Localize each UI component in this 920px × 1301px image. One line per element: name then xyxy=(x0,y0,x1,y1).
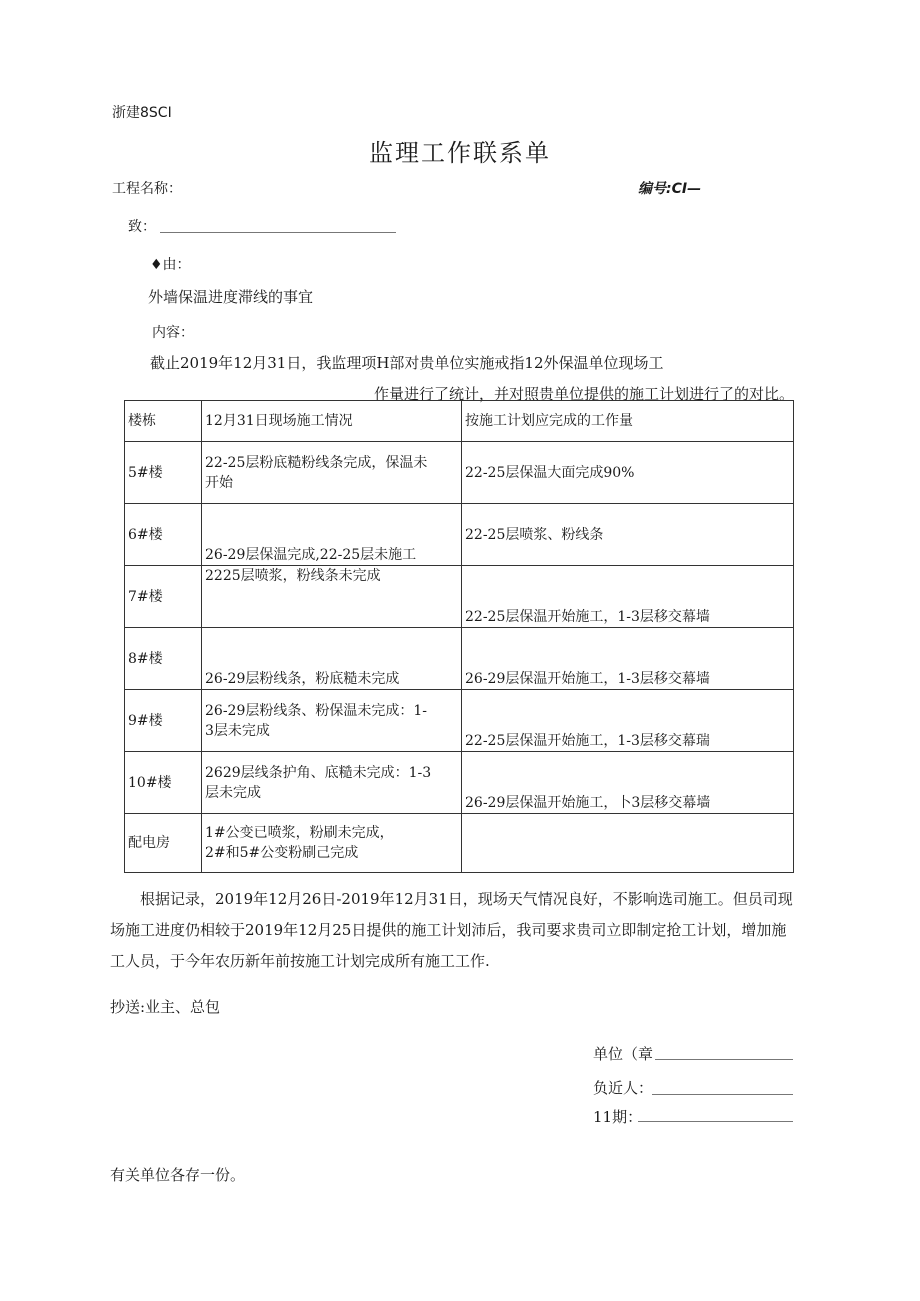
building-cell: 配电房 xyxy=(125,814,202,873)
document-number-label: 编号:CI— xyxy=(638,181,702,197)
responsible-person-line xyxy=(652,1094,793,1095)
table-row xyxy=(125,752,794,814)
planned-work-cell: 26-29层保温开始施工，卜3层移交幕墙 xyxy=(462,752,794,814)
current-status-cell: 1#公变已喷浆，粉刷未完成， 2#和5#公变粉刷己完成 xyxy=(202,814,462,873)
paragraph-1-line-1: 截止2019年12月31日，我监理项H部对贵单位实施戒指12外保温单位现场工 xyxy=(150,354,664,372)
subject-text: 外墙保温进度滞线的事宜 xyxy=(148,288,314,306)
page-title: 监理工作联系单 xyxy=(369,139,551,167)
paragraph-1-line-2: 作量进行了统计，并对照贵单位提供的施工计划进行了的对比。 xyxy=(374,385,795,403)
paragraph-2: 根据记录，2019年12月26日-2019年12月31日，现场天气情况良好，不影响选司施工。但员司现场施工进度仍相较于2019年12月25日提供的施工计划沛后，我司要求贵司立即制定抢工计划，增加施工人员，于今年农历新年前按施工计划完成所有施工工作. xyxy=(110,890,793,970)
building-cell: 8#楼 xyxy=(125,628,202,690)
building-cell: 5#楼 xyxy=(125,442,202,504)
reason-label: ♦由： xyxy=(150,257,191,273)
table-row xyxy=(125,504,794,566)
current-status-cell: 2225层喷浆，粉线条未完成 xyxy=(202,566,462,628)
table-row xyxy=(125,690,794,752)
table-row xyxy=(125,442,794,504)
header-current-status: 12月31日现场施工情况 xyxy=(202,401,462,442)
progress-table xyxy=(124,400,794,873)
unit-stamp-line xyxy=(655,1059,793,1060)
header-building: 楼栋 xyxy=(125,401,202,442)
recipient-line xyxy=(160,232,396,233)
table-row xyxy=(125,566,794,628)
planned-work-cell: 22-25层保温大面完成90% xyxy=(462,442,794,504)
building-cell: 6#楼 xyxy=(125,504,202,566)
project-name-label: 工程名称： xyxy=(112,181,182,197)
header-planned-work: 按施工计划应完成的工作量 xyxy=(462,401,794,442)
building-cell: 7#楼 xyxy=(125,566,202,628)
table-row xyxy=(125,628,794,690)
planned-work-cell: 22-25层喷浆、粉线条 xyxy=(462,504,794,566)
building-cell: 9#楼 xyxy=(125,690,202,752)
building-cell: 10#楼 xyxy=(125,752,202,814)
date-line xyxy=(638,1121,793,1122)
current-status-cell: 22-25层粉底糙粉线条完成，保温未 开始 xyxy=(202,442,462,504)
current-status-cell: 26-29层粉线条，粉底糙未完成 xyxy=(202,628,462,690)
planned-work-cell: 22-25层保温开始施工，1-3层移交幕瑞 xyxy=(462,690,794,752)
unit-stamp-label: 单位（章 xyxy=(593,1045,654,1063)
current-status-cell: 26-29层粉线条、粉保温未完成：1- 3层未完成 xyxy=(202,690,462,752)
date-label: 11期： xyxy=(593,1108,643,1126)
responsible-person-label: 负近人： xyxy=(593,1079,654,1097)
table-header-row xyxy=(125,401,794,442)
current-status-cell: 26-29层保温完成,22-25层未施工 xyxy=(202,504,462,566)
planned-work-cell: 26-29层保温开始施工，1-3层移交幕墙 xyxy=(462,628,794,690)
table-row xyxy=(125,814,794,873)
footer-note: 有关单位各存一份。 xyxy=(110,1166,246,1184)
cc-line: 抄送:业主、总包 xyxy=(110,998,221,1016)
form-code: 浙建8SCI xyxy=(112,105,172,121)
recipient-label: 致： xyxy=(128,219,156,235)
content-label: 内容： xyxy=(152,325,194,341)
planned-work-cell: 22-25层保温开始施工，1-3层移交幕墙 xyxy=(462,566,794,628)
current-status-cell: 2629层线条护角、底糙未完成：1-3 层未完成 xyxy=(202,752,462,814)
planned-work-cell xyxy=(462,814,794,873)
